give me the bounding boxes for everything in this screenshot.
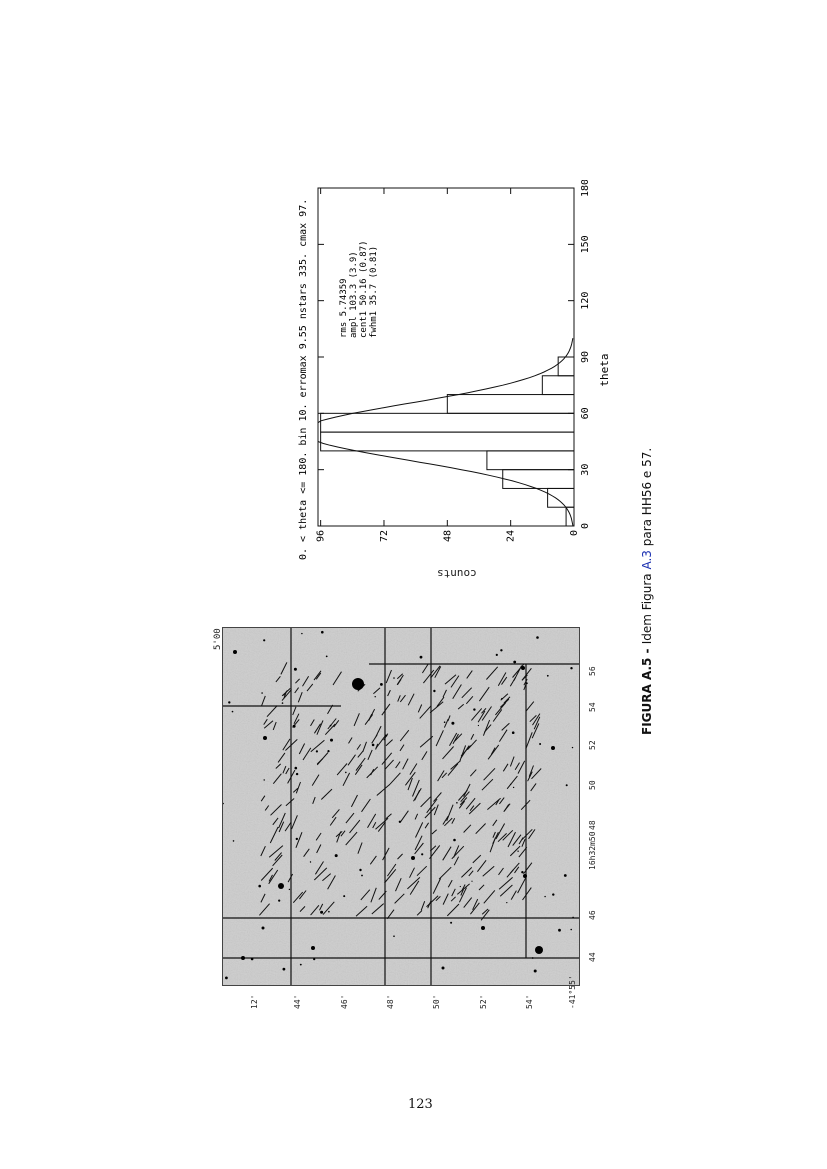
map-scale-label: 5'00 (213, 628, 223, 650)
star (547, 675, 549, 677)
star (399, 821, 401, 823)
star (539, 743, 541, 745)
star (451, 722, 454, 725)
star (352, 678, 364, 690)
star (570, 667, 572, 669)
y-tick-label: 72 (378, 530, 390, 543)
star (345, 772, 347, 774)
x-tick-label: 150 (580, 235, 591, 254)
caption-ref-link[interactable]: A.3 (640, 550, 654, 570)
star (321, 631, 324, 634)
star (330, 725, 332, 727)
star (310, 861, 311, 862)
ra-tick-label: 52 (588, 740, 597, 750)
star (572, 917, 574, 919)
star (552, 893, 554, 895)
star (523, 874, 527, 878)
x-tick-label: 90 (580, 350, 591, 364)
star (460, 886, 461, 887)
star (558, 929, 561, 932)
star (564, 874, 567, 877)
star (420, 656, 423, 659)
polarization-map-image (222, 627, 580, 986)
star (453, 839, 456, 842)
histogram-chart (296, 180, 616, 560)
x-tick-label: 120 (580, 291, 591, 310)
histogram-bar (321, 432, 574, 451)
star (263, 736, 267, 740)
star (496, 654, 498, 656)
dec-tick-label: 52' (479, 994, 488, 1009)
fit-cent: cent1 50.16 (0.87) (359, 240, 369, 338)
star (534, 970, 537, 973)
star (478, 725, 479, 726)
star (536, 636, 539, 639)
y-tick-label: 96 (315, 530, 327, 543)
histogram-rotated-container (296, 180, 616, 560)
star (359, 869, 361, 871)
star (566, 784, 568, 786)
ra-tick-label: 54 (588, 702, 597, 712)
star (361, 875, 363, 877)
star (313, 958, 315, 960)
star (264, 779, 265, 780)
star (481, 926, 485, 930)
star (233, 840, 235, 842)
histogram-bar (487, 451, 574, 470)
page-number: 123 (408, 1097, 433, 1112)
histogram-bar (321, 413, 574, 432)
star (517, 851, 518, 852)
star (526, 682, 528, 684)
star (261, 692, 263, 694)
star (278, 883, 284, 889)
star (283, 968, 286, 971)
polarization-map-svg (223, 628, 579, 985)
star (263, 639, 265, 641)
ra-tick-label: 16h32m50 (588, 831, 597, 870)
star (330, 739, 333, 742)
ra-tick-label: 44 (588, 952, 597, 962)
star (232, 711, 234, 713)
x-tick-label: 30 (580, 463, 591, 476)
star (300, 964, 302, 966)
histogram-bar (542, 376, 574, 395)
star (282, 702, 284, 704)
star (296, 773, 298, 775)
x-axis-label: theta (598, 353, 611, 387)
histogram-bar (503, 470, 574, 489)
star (241, 956, 245, 960)
caption-text-before: Idem Figura (640, 569, 654, 645)
star (289, 889, 290, 890)
star (393, 935, 395, 937)
star (375, 696, 376, 697)
dec-tick-label: 46' (340, 994, 349, 1009)
star (328, 911, 330, 913)
map-top-label (205, 628, 224, 650)
star (532, 957, 534, 959)
star (521, 871, 523, 873)
dec-tick-label: -41°55' (568, 975, 577, 1009)
star (294, 668, 297, 671)
dec-tick-label: 50' (432, 994, 441, 1009)
star (335, 854, 338, 857)
star (510, 784, 511, 785)
star (421, 853, 423, 855)
star (385, 735, 387, 737)
star (501, 698, 503, 700)
star (411, 856, 415, 860)
star (343, 895, 345, 897)
star (506, 902, 507, 903)
star (225, 977, 228, 980)
star (535, 946, 543, 954)
star (544, 896, 545, 897)
star (327, 750, 329, 752)
star (251, 958, 254, 961)
star (295, 767, 298, 770)
figure-caption (636, 448, 655, 735)
x-tick-label: 60 (580, 407, 591, 420)
star (513, 661, 516, 664)
star (512, 731, 515, 734)
fit-rms: rms 5.74359 (339, 278, 349, 338)
histogram-bar (558, 357, 574, 376)
fit-ampl: ampl 103.3 (3.9) (349, 251, 359, 338)
star (301, 633, 302, 634)
star (572, 747, 573, 748)
star (233, 650, 237, 654)
star (293, 725, 296, 728)
star (380, 683, 383, 686)
y-axis-label-wrap (437, 566, 477, 585)
histogram-bar (548, 488, 574, 507)
y-tick-label: 48 (442, 530, 454, 543)
dec-tick-label: 48' (386, 994, 395, 1009)
dec-tick-label: 54' (525, 994, 534, 1009)
dec-tick-label: 12' (250, 994, 259, 1009)
ra-tick-label: 48 (588, 820, 597, 830)
star (262, 927, 265, 930)
dec-tick-label: 44' (293, 994, 302, 1009)
star (278, 900, 280, 902)
x-tick-label: 180 (580, 180, 591, 198)
star (513, 787, 514, 788)
chart-title: 0. < theta <= 180. bin 10. erromax 9.55 nstars 335. cmax 97. (298, 198, 309, 560)
ra-tick-label: 46 (588, 910, 597, 920)
star (551, 746, 555, 750)
star (296, 838, 298, 840)
star (442, 967, 445, 970)
star (372, 744, 375, 747)
star (433, 690, 435, 692)
plot-frame (318, 188, 574, 526)
fit-fwhm: fwhm1 35.7 (0.81) (369, 245, 379, 338)
ra-tick-label: 56 (588, 666, 597, 676)
y-axis-label: counts (437, 567, 477, 580)
star (316, 750, 318, 752)
y-tick-label: 24 (505, 530, 517, 543)
x-tick-label: 0 (580, 522, 591, 530)
histogram-bar (447, 395, 574, 414)
caption-text-after: para HH56 e 57. (640, 447, 654, 551)
star (500, 649, 502, 651)
star (444, 721, 446, 723)
star (473, 708, 475, 710)
star (258, 885, 261, 888)
y-tick-label: 0 (569, 530, 580, 537)
star (570, 929, 572, 931)
caption-label: FIGURA A.5 - (640, 644, 654, 735)
star (450, 922, 452, 924)
star (521, 666, 525, 670)
star (320, 911, 323, 914)
ra-tick-label: 50 (588, 780, 597, 790)
star (326, 656, 328, 658)
star (456, 802, 458, 804)
star (393, 677, 395, 679)
star (471, 881, 472, 882)
star (311, 946, 315, 950)
star (228, 701, 230, 703)
